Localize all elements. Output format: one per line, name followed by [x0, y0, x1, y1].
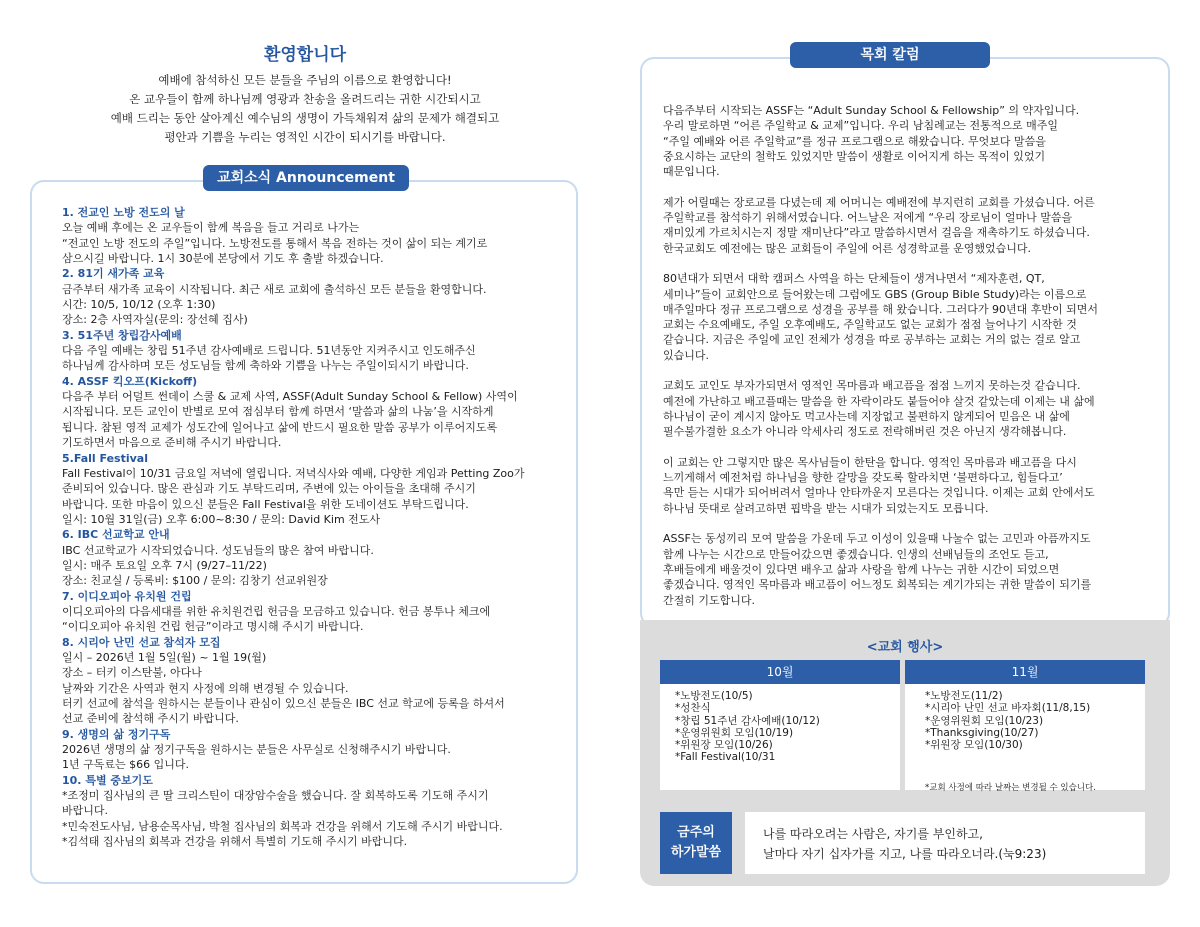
welcome-line: 평안과 기쁨을 누리는 영적인 시간이 되시기를 바랍니다.: [164, 130, 446, 144]
column-line: 욕만 듣는 시대가 되어버려서 얼마나 안타까운지 모른다는 것입니다. 이제는 교회 안에서도: [663, 486, 1095, 500]
event-item: *창립 51주년 감사예배(10/12): [675, 714, 820, 727]
column-line: 이 교회는 안 그렇지만 많은 목사님들이 한탄을 합니다. 영적인 목마름과 배고픔을 다시: [663, 455, 1077, 469]
column-line: 세미나”들이 교회안으로 들어왔는데 그럼에도 GBS (Group Bible Study)라는 이름으로: [663, 287, 1087, 301]
column-line: 같습니다. 지금은 주일에 교인 전체가 성경을 따로 공부하는 교회는 거의 없는 걸로 알고: [663, 333, 1081, 347]
announcement-heading: 6. IBC 선교학교 안내: [62, 528, 170, 542]
announcement-heading: 8. 시리아 난민 선교 참석자 모집: [62, 635, 221, 649]
announcement-heading: 2. 81기 새가족 교육: [62, 267, 165, 281]
column-line: 후배들에게 배울것이 있다면 배우고 삶과 사랑을 함께 나누는 귀한 시간이 되었으면: [663, 562, 1060, 576]
column-paragraph: [663, 271, 1153, 363]
column-line: 한국교회도 예전에는 많은 교회들이 주일에 어른 성경학교를 운영했었습니다.: [663, 241, 1032, 255]
events-note: *교회 사정에 따라 날짜는 변경될 수 있습니다.: [925, 783, 1096, 793]
event-item: *운영위원회 모임(10/19): [675, 726, 794, 739]
column-line: 하나님 뜻대로 살려고하면 핍박을 받는 시대가 되었는지도 모릅니다.: [663, 501, 989, 515]
announcement-line: 시간: 10/5, 10/12 (오후 1:30): [62, 298, 216, 312]
announcement-line: 다음주 부터 어덜트 썬데이 스쿨 & 교제 사역, ASSF(Adult Sunday School & Fellow) 사역이: [62, 390, 518, 404]
column-line: 필수불가결한 요소가 아니라 악세사리 정도로 전락해버린 것은 아닌지 생각해봅니다.: [663, 425, 1067, 439]
month-events-november: [905, 684, 1145, 790]
column-body: [663, 103, 1153, 623]
announcement-heading: 7. 이디오피아 유치원 건립: [62, 589, 192, 603]
event-item: *시리아 난민 선교 바자회(11/8,15): [925, 702, 1091, 715]
event-item: *Thanksgiving(10/27): [925, 726, 1039, 739]
event-item: *위원장 모임(10/30): [925, 739, 1023, 752]
announcement-line: 바랍니다.: [62, 804, 109, 818]
column-paragraph: [663, 103, 1153, 179]
column-line: 제가 어릴때는 장로교를 다녔는데 제 어머니는 예배전에 부지런히 교회를 가셨습니다. 어른: [663, 195, 1095, 209]
column-line: ASSF는 동성끼리 모여 말씀을 가운데 두고 이성이 있을때 나눌수 없는 고민과 아픔까지도: [663, 532, 1091, 546]
month-header-november: 11월: [905, 660, 1145, 684]
announcement-heading: 3. 51주년 창립감사예배: [62, 328, 182, 342]
event-item: *성찬식: [675, 702, 711, 715]
announcement-heading: 1. 전교인 노방 전도의 날: [62, 206, 185, 219]
column-line: 있습니다.: [663, 348, 710, 362]
column-line: 좋겠습니다. 영적인 목마름과 배고픔이 어느정도 회복되는 계기가되는 귀한 말씀이 되기를: [663, 578, 1092, 592]
column-line: 교회는 수요예배도, 주일 오후예배도, 주일학교도 없는 교회가 점점 늘어나기 시작한 것: [663, 318, 1077, 332]
event-item: *노방전도(10/5): [675, 690, 753, 702]
column-line: 때문입니다.: [663, 165, 720, 179]
event-item: *운영위원회 모임(10/23): [925, 714, 1044, 727]
announcement-line: 터키 선교에 참석을 원하시는 분들이나 관심이 있으신 분들은 IBC 선교 학교에 등록을 하셔서: [62, 697, 505, 710]
column-line: 매주일마다 정규 프로그램으로 성경을 공부를 해 왔습니다. 그러다가 90년대 후반이 되면서: [663, 302, 1098, 316]
announcement-heading: 10. 특별 중보기도: [62, 773, 153, 787]
announcement-line: 됩니다. 참된 영적 교제가 성도간에 일어나고 삶에 반드시 필요한 말씀 공부가 이루어지도록: [62, 420, 498, 434]
announcement-line: 장소 – 터키 이스탄불, 아다나: [62, 666, 202, 680]
announcement-line: 날짜와 기간은 사역과 현지 사정에 의해 변경될 수 있습니다.: [62, 681, 349, 695]
announcement-line: 1년 구독료는 $66 입니다.: [62, 758, 189, 772]
announcement-line: “전교인 노방 전도의 주일”입니다. 노방전도를 통해서 복음 전하는 것이 삶이 되는 계기로: [62, 236, 488, 250]
announcement-line: 기도하면서 마음으로 준비해 주시기 바랍니다.: [62, 436, 282, 450]
column-line: 중요시하는 교단의 철학도 있었지만 말씀이 생활로 이어지게 하는 목적이 있었기: [663, 149, 1046, 163]
announcement-line: Fall Festival이 10/31 금요일 저녁에 열립니다. 저녁식사와 예배, 다양한 게임과 Petting Zoo가: [62, 466, 525, 480]
announcement-line: 장소: 친교실 / 등록비: $100 / 문의: 김창기 선교위원장: [62, 574, 328, 588]
column-line: 다음주부터 시작되는 ASSF는 “Adult Sunday School & Fellowship” 의 약자입니다.: [663, 104, 1080, 117]
announcement-line: *조정미 집사님의 큰 딸 크리스틴이 대장암수술을 했습니다. 잘 회복하도록 기도해 주시기: [62, 789, 489, 803]
announcement-line: “이디오피아 유치원 건립 헌금”이라고 명시해 주시기 바랍니다.: [62, 620, 364, 634]
announcement-title: 교회소식 Announcement: [203, 165, 409, 191]
column-line: “주일 예배와 어른 주일학교”를 정규 프로그램으로 해왔습니다. 무엇보다 말씀을: [663, 134, 1046, 148]
event-item: *Fall Festival(10/31: [675, 751, 776, 764]
announcement-line: 바랍니다. 또한 마음이 있으신 분들은 Fall Festival을 위한 도네이션도 부탁드립니다.: [62, 497, 469, 511]
announcement-line: 일시: 10월 31일(금) 오후 6:00~8:30 / 문의: David Kim 전도사: [62, 512, 381, 526]
month-header-october: 10월: [660, 660, 900, 684]
announcement-heading: 9. 생명의 삶 정기구독: [62, 727, 171, 741]
welcome-line: 온 교우들이 함께 하나님께 영광과 찬송을 올려드리는 귀한 시간되시고: [129, 92, 481, 106]
month-events-october: [660, 684, 900, 790]
announcement-line: 일시: 매주 토요일 오후 7시 (9/27–11/22): [62, 558, 267, 572]
announcement-heading: 5.Fall Festival: [62, 451, 148, 465]
column-line: 80년대가 되면서 대학 캠퍼스 사역을 하는 단체들이 생겨나면서 “제자훈련, QT,: [663, 272, 1045, 286]
column-line: 하나님이 굳이 계시지 않아도 먹고사는데 지장없고 불편하지 않게되어 믿음은 내 삶에: [663, 409, 1070, 423]
verse-label-line: 금주의: [677, 825, 715, 840]
announcement-line: *김석태 집사님의 회복과 건강을 위해서 특별히 기도해 주시기 바랍니다.: [62, 835, 408, 849]
column-line: 예전에 가난하고 배고플때는 말씀을 한 자락이라도 붙들어야 살것 같았는데 이제는 내 삶에: [663, 394, 1095, 408]
announcement-line: IBC 선교학교가 시작되었습니다. 성도님들의 많은 참여 바랍니다.: [62, 543, 374, 557]
announcement-line: 장소: 2층 사역자실(문의: 장선혜 집사): [62, 313, 248, 327]
column-paragraph: [663, 195, 1153, 256]
column-line: 느끼게해서 예전처럼 하나님을 향한 갈망을 갖도록 할라치면 ‘불편하다고, 힘들다고’: [663, 471, 1063, 485]
announcement-heading: 4. ASSF 킥오프(Kickoff): [62, 374, 198, 388]
verse-line: 나를 따라오려는 사람은, 자기를 부인하고,: [763, 827, 983, 841]
announcement-line: 오늘 예배 후에는 온 교우들이 함께 복음을 들고 거리로 나가는: [62, 221, 360, 235]
column-line: 교회도 교인도 부자가되면서 영적인 목마름과 배고픔을 점점 느끼지 못하는것 같습니다.: [663, 379, 1081, 393]
verse-line: 날마다 자기 십자가를 지고, 나를 따라오너라.(눅9:23): [763, 847, 1047, 861]
announcement-line: 시작됩니다. 모든 교인이 반별로 모여 점심부터 함께 하면서 ‘말씀과 삶의 나눔’을 시작하게: [62, 405, 494, 419]
announcement-list: [62, 205, 568, 849]
column-line: 함께 나누는 시간으로 만들어갔으면 좋겠습니다. 인생의 선배님들의 조언도 듣고,: [663, 547, 1049, 561]
announcement-line: 선교 준비에 참석해 주시기 바랍니다.: [62, 712, 239, 726]
column-line: 우리 말로하면 “어른 주일학교 & 교제”입니다. 우리 남침례교는 전통적으로 매주일: [663, 119, 1058, 133]
welcome-line: 예배 드리는 동안 살아계신 예수님의 생명이 가득채워져 삶의 문제가 해결되고: [110, 111, 500, 125]
event-item: *노방전도(11/2): [925, 690, 1003, 702]
announcement-line: 하나님께 감사하며 모든 성도님들 함께 축하와 기쁨을 나누는 주일이되시기 바랍니다.: [62, 359, 469, 373]
event-item: *위원장 모임(10/26): [675, 739, 773, 752]
announcement-line: 이디오피아의 다음세대를 위한 유치원건립 헌금을 모금하고 있습니다. 헌금 봉투나 체크에: [62, 604, 491, 618]
column-paragraph: [663, 378, 1153, 439]
welcome-line: 예배에 참석하신 모든 분들을 주님의 이름으로 환영합니다!: [158, 73, 452, 87]
column-paragraph: [663, 455, 1153, 516]
announcement-line: 삼으시길 바랍니다. 1시 30분에 본당에서 기도 후 출발 하겠습니다.: [62, 252, 384, 266]
events-title: <교회 행사>: [866, 640, 944, 655]
announcement-line: *민숙전도사님, 남용순목사님, 박철 집사님의 회복과 건강을 위해서 기도해 주시기 바랍니다.: [62, 819, 503, 833]
announcement-line: 2026년 생명의 삶 정기구독을 원하시는 분들은 사무실로 신청해주시기 바랍니다.: [62, 743, 451, 757]
welcome-section: [30, 40, 580, 147]
welcome-title: 환영합니다: [263, 45, 347, 65]
verse-label-line: 하가말씀: [670, 845, 722, 860]
column-paragraph: [663, 531, 1153, 607]
column-title: 목회 칼럼: [790, 42, 990, 68]
column-line: 간절히 기도합니다.: [663, 593, 756, 607]
column-line: 주일학교를 참석하기 위해서였습니다. 어느날은 저에게 “우리 장로님이 얼마나 말씀을: [663, 211, 1073, 225]
announcement-line: 준비되어 있습니다. 많은 관심과 기도 부탁드리며, 주변에 있는 아이들을 초대해 주시기: [62, 482, 476, 496]
announcement-line: 일시 – 2026년 1월 5일(월) ~ 1월 19(월): [62, 650, 267, 664]
announcement-line: 다음 주일 예배는 창립 51주년 감사예배로 드립니다. 51년동안 지켜주시고 인도해주신: [62, 344, 476, 358]
column-line: 재미있게 가르치시는지 정말 재미난다”라고 말씀하시면서 걸음을 재촉하기도 하셨습니다.: [663, 226, 1090, 240]
verse-text: [745, 812, 1145, 874]
verse-label: [660, 812, 732, 874]
announcement-line: 금주부터 새가족 교육이 시작됩니다. 최근 새로 교회에 출석하신 모든 분들을 환영합니다.: [62, 282, 487, 296]
